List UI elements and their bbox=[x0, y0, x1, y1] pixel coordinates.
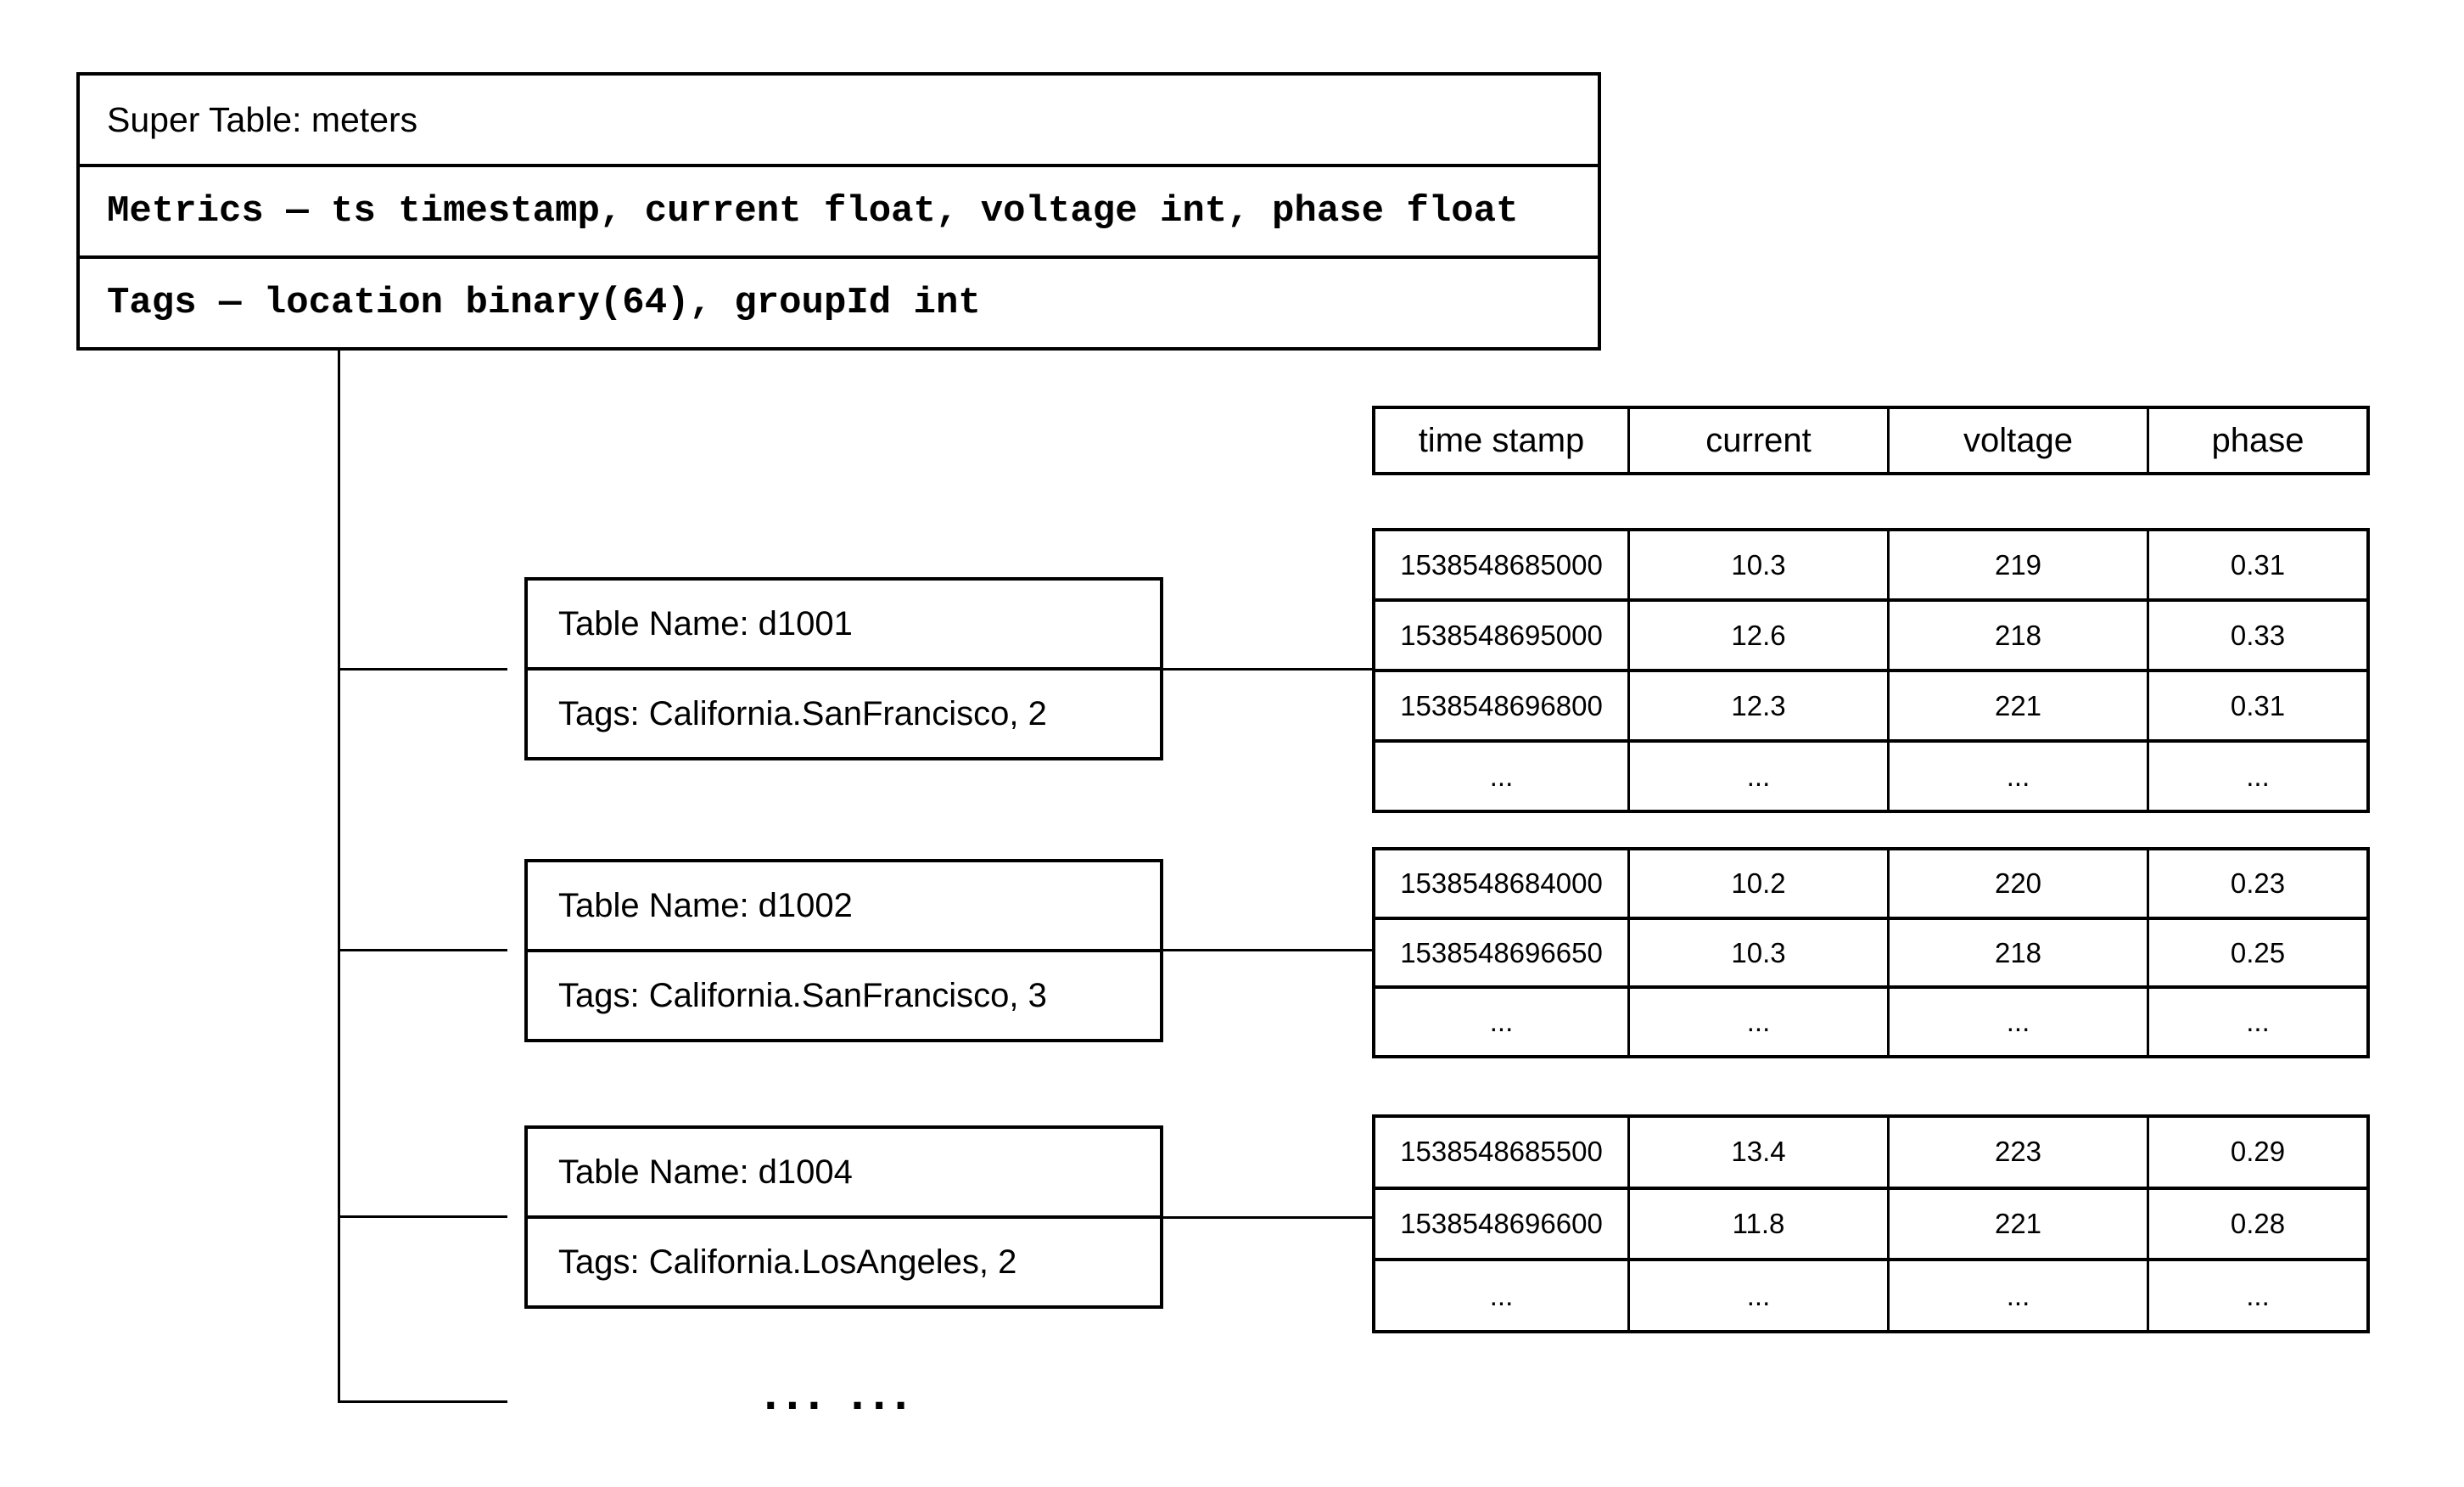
table-row-ellipsis bbox=[1375, 739, 2366, 810]
device-table-name: Table Name: d1001 bbox=[558, 604, 853, 642]
table-cell: 220 bbox=[1890, 850, 2149, 917]
data-table-d1001 bbox=[1372, 528, 2370, 813]
table-cell: 0.25 bbox=[2230, 936, 2286, 968]
table-cell: ... bbox=[1630, 989, 1890, 1055]
table-cell: 221 bbox=[1890, 1190, 2149, 1259]
header-cell-timestamp: time stamp bbox=[1375, 409, 1630, 472]
table-row bbox=[1375, 531, 2366, 598]
device-tags: Tags: California.LosAngeles, 2 bbox=[528, 1215, 1160, 1305]
connector-d1004-table bbox=[1163, 1216, 1372, 1219]
header-cell-current: current bbox=[1630, 409, 1890, 472]
table-cell: 12.3 bbox=[1630, 672, 1890, 739]
table-cell: 1538548696600 bbox=[1375, 1190, 1630, 1259]
header-row bbox=[1375, 409, 2366, 472]
table-cell: ... bbox=[2246, 760, 2270, 792]
table-cell: 0.29 bbox=[2230, 1136, 2286, 1168]
table-cell: 1538548696800 bbox=[1375, 672, 1630, 739]
table-cell: ... bbox=[1630, 1261, 1890, 1330]
table-cell: 1538548684000 bbox=[1375, 850, 1630, 917]
header-cell-phase: phase bbox=[2211, 421, 2304, 459]
table-row bbox=[1375, 598, 2366, 669]
device-box-d1004 bbox=[524, 1125, 1163, 1309]
data-table-d1002 bbox=[1372, 847, 2370, 1058]
table-row bbox=[1375, 1118, 2366, 1187]
table-cell: ... bbox=[1890, 989, 2149, 1055]
table-cell: ... bbox=[1375, 1261, 1630, 1330]
branch-line-d1001 bbox=[338, 668, 507, 671]
table-cell: ... bbox=[2246, 1006, 2270, 1038]
table-cell: ... bbox=[1890, 743, 2149, 810]
table-cell: 218 bbox=[1890, 602, 2149, 669]
table-cell: 0.31 bbox=[2230, 548, 2286, 581]
data-table-d1004 bbox=[1372, 1114, 2370, 1333]
table-cell: ... bbox=[2246, 1279, 2270, 1311]
table-cell: 10.3 bbox=[1630, 531, 1890, 598]
table-cell: ... bbox=[1890, 1261, 2149, 1330]
table-cell: ... bbox=[1375, 743, 1630, 810]
table-row bbox=[1375, 1187, 2366, 1259]
table-cell: 0.31 bbox=[2230, 689, 2286, 721]
table-row bbox=[1375, 850, 2366, 917]
table-cell: 219 bbox=[1890, 531, 2149, 598]
table-row-ellipsis bbox=[1375, 985, 2366, 1055]
table-cell: 218 bbox=[1890, 920, 2149, 986]
table-cell: 1538548685500 bbox=[1375, 1118, 1630, 1187]
connector-d1002-table bbox=[1163, 949, 1372, 951]
table-cell: 223 bbox=[1890, 1118, 2149, 1187]
branch-line-d1004 bbox=[338, 1215, 507, 1218]
table-cell: 1538548695000 bbox=[1375, 602, 1630, 669]
table-cell: 0.23 bbox=[2230, 867, 2286, 899]
device-table-name: Table Name: d1004 bbox=[558, 1153, 853, 1191]
table-cell: 0.28 bbox=[2230, 1208, 2286, 1239]
table-row bbox=[1375, 669, 2366, 739]
table-cell: 12.6 bbox=[1630, 602, 1890, 669]
more-tables-ellipsis: ... ... bbox=[764, 1366, 916, 1419]
super-table-box bbox=[76, 72, 1601, 351]
hierarchy-trunk-line bbox=[338, 351, 340, 1403]
table-cell: 11.8 bbox=[1630, 1190, 1890, 1259]
device-tags: Tags: California.SanFrancisco, 2 bbox=[528, 667, 1160, 757]
device-table-name: Table Name: d1002 bbox=[558, 886, 853, 924]
device-tags: Tags: California.SanFrancisco, 3 bbox=[528, 949, 1160, 1039]
branch-line-d1002 bbox=[338, 949, 507, 951]
super-table-tags: Tags — location binary(64), groupId int bbox=[80, 255, 1598, 347]
header-cell-voltage: voltage bbox=[1890, 409, 2149, 472]
table-cell: 221 bbox=[1890, 672, 2149, 739]
table-row bbox=[1375, 917, 2366, 986]
branch-line-more bbox=[338, 1400, 507, 1403]
measurements-header-table bbox=[1372, 406, 2370, 475]
table-cell: 1538548685000 bbox=[1375, 531, 1630, 598]
device-box-d1001 bbox=[524, 577, 1163, 760]
table-cell: 13.4 bbox=[1630, 1118, 1890, 1187]
table-cell: ... bbox=[1375, 989, 1630, 1055]
super-table-title: Super Table: meters bbox=[107, 99, 418, 139]
super-table-metrics: Metrics — ts timestamp, current float, voltage int, phase float bbox=[80, 164, 1598, 255]
table-cell: ... bbox=[1630, 743, 1890, 810]
table-cell: 10.2 bbox=[1630, 850, 1890, 917]
table-row-ellipsis bbox=[1375, 1258, 2366, 1330]
connector-d1001-table bbox=[1163, 668, 1372, 671]
table-cell: 10.3 bbox=[1630, 920, 1890, 986]
table-cell: 1538548696650 bbox=[1375, 920, 1630, 986]
table-cell: 0.33 bbox=[2230, 619, 2286, 651]
device-box-d1002 bbox=[524, 859, 1163, 1042]
